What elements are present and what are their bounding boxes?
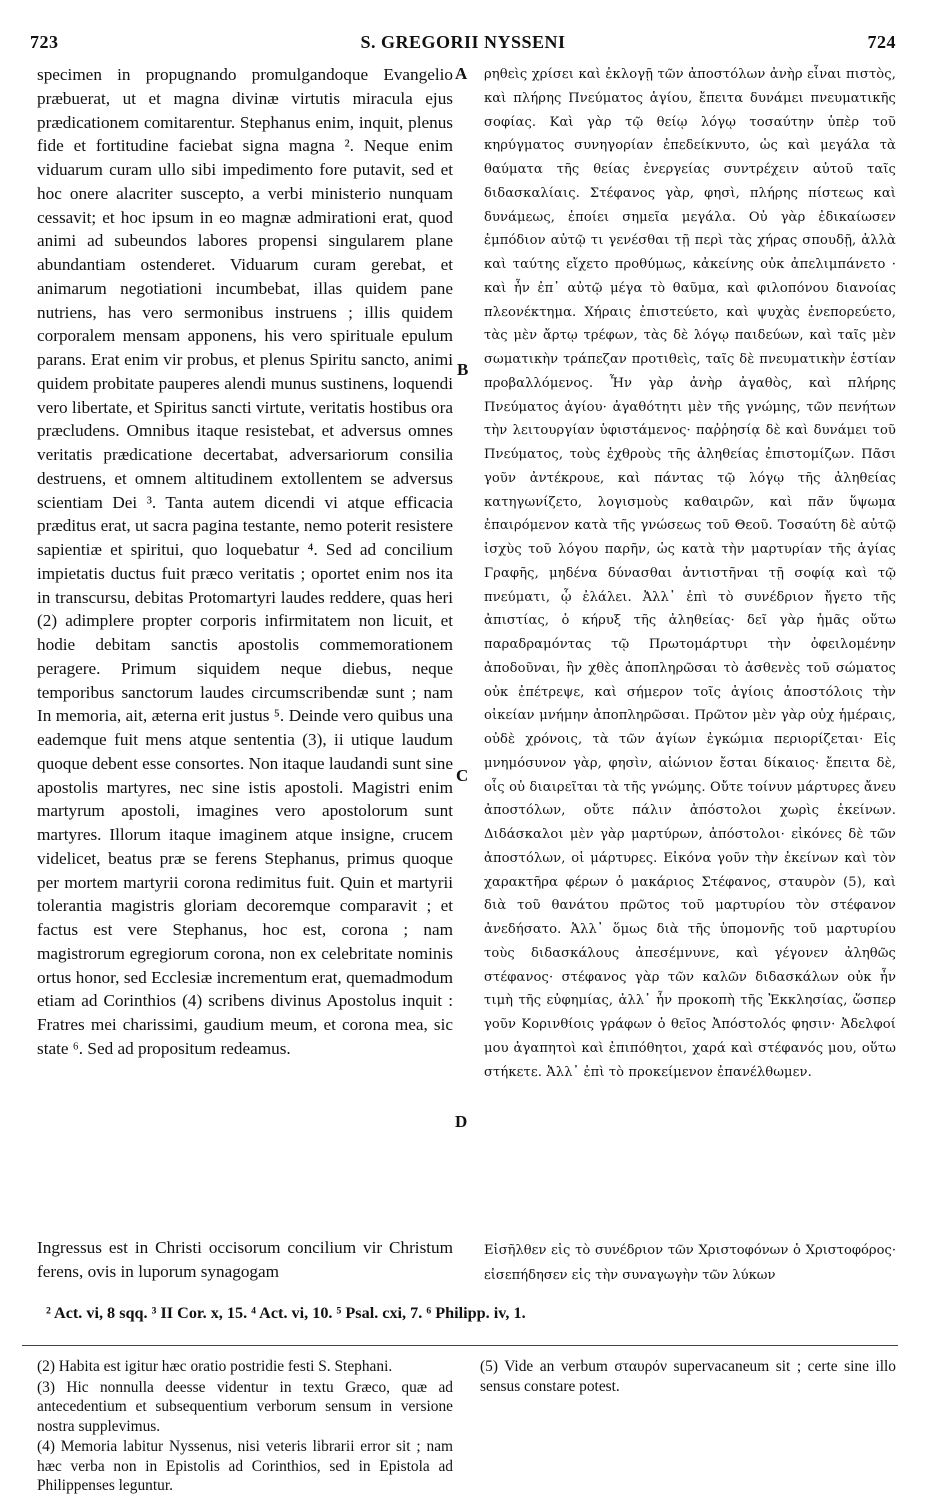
greek-column — [484, 63, 896, 1084]
section-marker-b: B — [457, 360, 469, 379]
footnote-4: (4) Memoria labitur Nyssenus, nisi veteris librarii error sit ; nam hæc verba non in Epistolis ad Corinthios, sed in Epistola ad Philippenses leguntur. — [37, 1438, 453, 1494]
page-number-left: 723 — [30, 32, 59, 52]
latin-text: specimen in propugnando promulgandoque Evangelio præbuerat, ut et magna divinæ virtutis miracula ejus prædicationem comitarentur. Stephanus enim, inquit, plenus fide et fortitudine faciebat signa magna ². Neque enim viduarum curam ullo sibi impedimento fore putavit, sed et hoc onere alacriter suscepto, a verbi ministerio nunquam cessavit; et hoc ipsum in eo magnæ admirationi erat, quod animi ad subeundos labores propensi singularem plane abundantiam ostenderet. Viduarum curam gerebat, et animarum negotiationi incumbebat, illas quidem pane nutriens, has vero sermonibus instruens ; illis quidem corporalem mensam apponens, his vero spirituale epulum parans. Erat enim vir probus, et plenus Spiritu sancto, animi quidem probitate pauperes alendi munus sustinens, loquendi vero libertate, et Spiritus sancti virtute, veritatis hostibus ora præcludens. Omnibus itaque resistebat, et adversus omnes veritatis prædicatione decertabat, adversariorum consilia destruens, et omnem altitudinem extollentem se adversus scientiam Dei ³. Tanta autem dicendi vi atque efficacia præditus erat, ut sacra pagina testante, nemo poterit resistere sapientiæ et spiritui, quo loquebatur ⁴. Sed ad concilium impietatis ductus fuit præco veritatis ; oportet enim nos ita in transcursu, debitas Protomartyri laudes reddere, quas heri (2) adimplere propter corporis infirmitatem non licuit, et hodie debitam sanctis apostolis commemorationem peragere. Primum siquidem neque diebus, neque temporibus sanctorum laudes circumscribendæ sunt ; nam In memoria, ait, æterna erit justus ⁵. Deinde vero quibus una eademque fuit mens atque sententia (3), ii utique laudum quoque debent esse consortes. Non itaque laudandi sunt sine apostolis martyres, nec sine istis apostoli. Magistri enim martyrum apostoli, imagines vero apostolorum sunt martyres. Illorum itaque imaginem atque insigne, crucem videlicet, beatus præ se ferens Stephanus, primus quoque per mortem martyrii corona redimitus fuit. Quin et martyrii tolerantia magistris gloriam decoremque comparavit ; et factus est vere Stephanus, hoc est, corona ; nam magistrorum egregiorum corona, non ex celebritate nominis ortus honor, sed Ecclesiæ incrementum erat, quemadmodum etiam ad Corinthios (4) scribens divinus Apostolus inquit : Fratres mei charissimi, gaudium meum, et corona mea, sic state ⁶. Sed ad propositum redeamus. — [37, 65, 453, 1058]
footnotes-right — [480, 1357, 896, 1397]
scripture-references: ² Act. vi, 8 sqq. ³ II Cor. x, 15. ⁴ Act. vi, 10. ⁵ Psal. cxi, 7. ⁶ Philipp. iv, 1. — [46, 1304, 526, 1322]
footnote-2: (2) Habita est igitur hæc oratio postridie festi S. Stephani. — [37, 1358, 393, 1375]
greek-text: ρηθεὶς χρίσει καὶ ἐκλογῇ τῶν ἀποστόλων ἀνὴρ εἶναι πιστὸς, καὶ πλήρης Πνεύματος ἁγίου, ἔπειτα δυνάμει πνευματικῆς σοφίας. Καὶ γὰρ τῷ θείῳ λόγῳ τοσαύτην ὑπὲρ τοῦ κηρύγματος συνηγορίαν ἐπεδείκνυτο, ὡς καὶ μεγάλα τὰ θαύματα τῆς θείας ἐνεργείας συντρέχειν αὐτοῦ ταῖς διδασκαλίαις. Στέφανος γὰρ, φησὶ, πλήρης πίστεως καὶ δυνάμεως, ἐποίει σημεῖα μεγάλα. Οὐ γὰρ ἐδικαίωσεν ἐμπόδιον αὐτῷ τι γενέσθαι τῇ περὶ τὰς χήρας σπουδῇ, ἀλλὰ καὶ ταύτης εἴχετο προθύμως, κἀκείνης οὐκ ἀπελιμπάνετο · καὶ ἦν ἐπ᾽ αὐτῷ μέγα τὸ θαῦμα, καὶ φιλοπόνου διανοίας πλεονέκτημα. Χήραις ἐπιστεύετο, καὶ ψυχὰς ἐνεπορεύετο, τὰς μὲν ἄρτῳ τρέφων, τὰς δὲ λόγῳ παιδεύων, καὶ ταῖς μὲν σωματικὴν τράπεζαν προτιθεὶς, ταῖς δὲ πνευματικὴν ἑστίαν προβαλλόμενος. Ἦν γὰρ ἀνὴρ ἀγαθὸς, καὶ πλήρης Πνεύματος ἁγίου· ἀγαθότητι μὲν τῆς γνώμης, τῶν πενήτων τὴν λειτουργίαν ὑφιστάμενος· παῤῥησίᾳ δὲ καὶ δυνάμει τοῦ Πνεύματος, τοὺς ἐχθροὺς τῆς ἀληθείας ἐπιστομίζων. Πᾶσι γοῦν ἀντέκρουε, καὶ πάντας τῷ λόγῳ τῆς ἀληθείας κατηγωνίζετο, λογισμοὺς καθαιρῶν, καὶ πᾶν ὕψωμα ἐπαιρόμενον κατὰ τῆς γνώσεως τοῦ Θεοῦ. Τοσαύτη δὲ αὐτῷ ἰσχὺς τοῦ λόγου παρῆν, ὡς κατὰ τὴν μαρτυρίαν τῆς ἁγίας Γραφῆς, μηδένα δύνασθαι ἀντιστῆναι τῇ σοφίᾳ καὶ τῷ πνεύματι, ᾧ ἐλάλει. Ἀλλ᾽ ἐπὶ τὸ συνέδριον ἤγετο τῆς ἀπιστίας, ὁ κήρυξ τῆς ἀληθείας· δεῖ γὰρ ἡμᾶς οὕτω παραδραμόντας τῷ Πρωτομάρτυρι τὴν ὀφειλομένην ἀποδοῦναι, ἣν χθὲς ἀποπληρῶσαι τὸ ἀσθενὲς τοῦ σώματος οὐκ ἐπέτρεψε, καὶ σήμερον τοῖς ἁγίοις ἀποστόλοις τὴν οἰκείαν μνήμην ἀποπληρῶσαι. Πρῶτον μὲν γὰρ οὐχ ἡμέραις, οὐδὲ χρόνοις, τὰ τῶν ἁγίων ἐγκώμια περιορίζεται· Εἰς μνημόσυνον γὰρ, φησὶν, αἰώνιον ἔσται δίκαιος· ἔπειτα δὲ, οἷς οὐ διαιρεῖται τὰ τῆς γνώμης. Οὔτε τοίνυν μάρτυρες ἄνευ ἀποστόλων, οὔτε πάλιν ἀπόστολοι χωρὶς ἐκείνων. Διδάσκαλοι μὲν γὰρ μαρτύρων, ἀπόστολοι· εἰκόνες δὲ τῶν ἀποστόλων, οἱ μάρτυρες. Εἰκόνα γοῦν τὴν ἐκείνων καὶ τὸν χαρακτῆρα φέρων ὁ μακάριος Στέφανος, σταυρὸν (5), καὶ διὰ τοῦ θανάτου πρῶτος τοῦ μαρτυρίου τὸν στέφανον ἀνεδήσατο. Ἀλλ᾽ ὅμως διὰ τῆς ὑπομονῆς τοῦ μαρτυρίου τοὺς διδασκάλους ἀπεσέμνυνε, καὶ γέγονεν ἀληθῶς στέφανος· στέφανος γὰρ τῶν καλῶν διδασκάλων οὐκ ἦν τιμὴ τῆς εὐφημίας, ἀλλ᾽ ἦν προκοπὴ τῆς Ἐκκλησίας, ὥσπερ γοῦν Κορινθίοις γράφων ὁ θεῖος Ἀπόστολός φησιν· Ἀδελφοί μου ἀγαπητοὶ καὶ ἐπιπόθητοι, χαρά καὶ στέφανός μου, οὕτω στήκετε. Ἀλλ᾽ ἐπὶ τὸ προκείμενον ἐπανέλθωμεν. — [484, 67, 896, 1080]
section-marker-a: A — [455, 64, 468, 83]
page-header — [30, 32, 896, 60]
section-marker-c: C — [456, 766, 469, 785]
footnotes-left — [37, 1357, 453, 1497]
section-marker-d: D — [455, 1112, 468, 1131]
page-number-right: 724 — [867, 32, 896, 52]
latin-column — [37, 63, 453, 1061]
footnote-5: (5) Vide an verbum σταυρόν supervacaneum sit ; certe sine illo sensus constare potest. — [480, 1358, 896, 1395]
running-title: S. GREGORII NYSSENI — [360, 32, 566, 52]
latin-continuation: Ingressus est in Christi occisorum concilium vir Christum ferens, ovis in luporum synagogam — [37, 1238, 453, 1281]
footnote-divider — [22, 1345, 898, 1346]
footnote-3: (3) Hic nonnulla deesse videntur in textu Græco, quæ ad antecedentium et subsequentium verborum sensum in versione nostra supplevimus. — [37, 1378, 453, 1435]
greek-continuation: Εἰσῆλθεν εἰς τὸ συνέδριον τῶν Χριστοφόνων ὁ Χριστοφόρος· εἰσεπήδησεν εἰς τὴν συναγωγὴν τῶν λύκων — [484, 1243, 896, 1283]
